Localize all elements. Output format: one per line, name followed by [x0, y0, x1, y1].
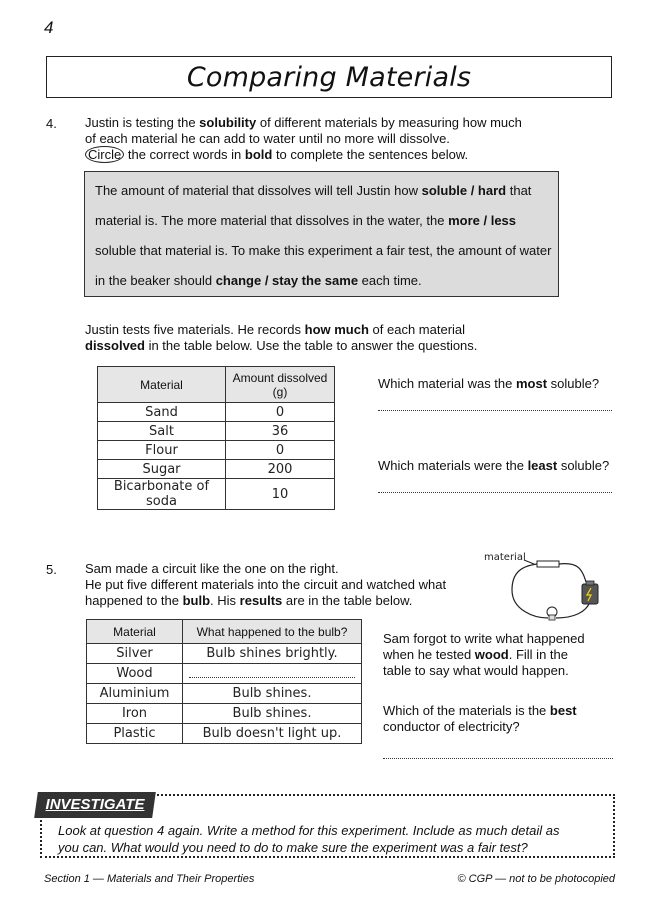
investigate-tag: INVESTIGATE [34, 792, 156, 818]
wood-answer-cell[interactable] [183, 664, 362, 684]
page-title: Comparing Materials [186, 61, 472, 93]
battery-icon [582, 584, 598, 604]
choice-soluble-hard[interactable]: soluble / hard [421, 183, 507, 198]
question-least-soluble: Which materials were the least soluble? [378, 458, 610, 473]
table-header: What happened to the bulb? [183, 620, 362, 644]
table-row: Wood [87, 664, 362, 684]
table-row: Bicarbonate of soda 10 [98, 479, 335, 510]
table-row: Plastic Bulb doesn't light up. [87, 724, 362, 744]
table-row: Aluminium Bulb shines. [87, 684, 362, 704]
question-most-soluble: Which material was the most soluble? [378, 376, 600, 391]
question-5-number: 5. [46, 562, 57, 577]
table-row: Sand 0 [98, 403, 335, 422]
choice-change-stay[interactable]: change / stay the same [215, 273, 359, 288]
table-header: Material [98, 367, 226, 403]
title-box [46, 56, 612, 98]
question-5-intro: Sam made a circuit like the one on the right. He put five different materials into the circuit and watched what happened to the bulb. His results are in the table below. [85, 561, 447, 608]
box-line-4: in the beaker should change / stay the same each time. [95, 273, 422, 288]
investigate-text: Look at question 4 again. Write a method for this experiment. Include as much detail as you can. What would you need to do to make sure the experiment was a fair test? [58, 823, 560, 855]
box-line-3: soluble that material is. To make this experiment a fair test, the amount of water [95, 243, 552, 258]
page-number: 4 [44, 18, 54, 37]
box-line-2: material is. The more material that dissolves in the water, the more / less [95, 213, 517, 228]
footer-section: Section 1 — Materials and Their Properties [44, 873, 255, 885]
diagram-label: material [484, 552, 526, 563]
fill-in-box [84, 171, 559, 297]
table-row: Flour 0 [98, 441, 335, 460]
investigate-box-left-edge [40, 815, 42, 858]
circuit-diagram [482, 552, 610, 624]
circle-word: Circle [85, 146, 124, 163]
choice-more-less[interactable]: more / less [448, 213, 517, 228]
table-row: Sugar 200 [98, 460, 335, 479]
question-4-intro: Justin is testing the solubility of different materials by measuring how much of each material he can add to water until no more will dissolve. Circle the correct words in bold to complete the sentences below. [85, 115, 522, 162]
table-row: Silver Bulb shines brightly. [87, 644, 362, 664]
bulb-results-table [86, 619, 362, 744]
table-row: Iron Bulb shines. [87, 704, 362, 724]
answer-line-most[interactable] [378, 410, 612, 411]
material-sample-icon [537, 561, 559, 567]
tests-paragraph: Justin tests five materials. He records how much of each material dissolved in the table below. Use the table to answer the questions. [85, 322, 478, 353]
box-line-1: The amount of material that dissolves will tell Justin how soluble / hard that [95, 183, 532, 198]
table-header: Amount dissolved (g) [226, 367, 335, 403]
answer-line-best-conductor[interactable] [383, 758, 613, 759]
best-conductor-question: Which of the materials is the best conductor of electricity? [383, 703, 577, 734]
answer-line-least[interactable] [378, 492, 612, 493]
table-header: Material [87, 620, 183, 644]
solubility-table [97, 366, 335, 510]
wood-question: Sam forgot to write what happened when he tested wood. Fill in the table to say what would happen. [383, 631, 585, 678]
table-row: Salt 36 [98, 422, 335, 441]
question-4-number: 4. [46, 116, 57, 131]
footer-copyright: © CGP — not to be photocopied [457, 873, 615, 885]
